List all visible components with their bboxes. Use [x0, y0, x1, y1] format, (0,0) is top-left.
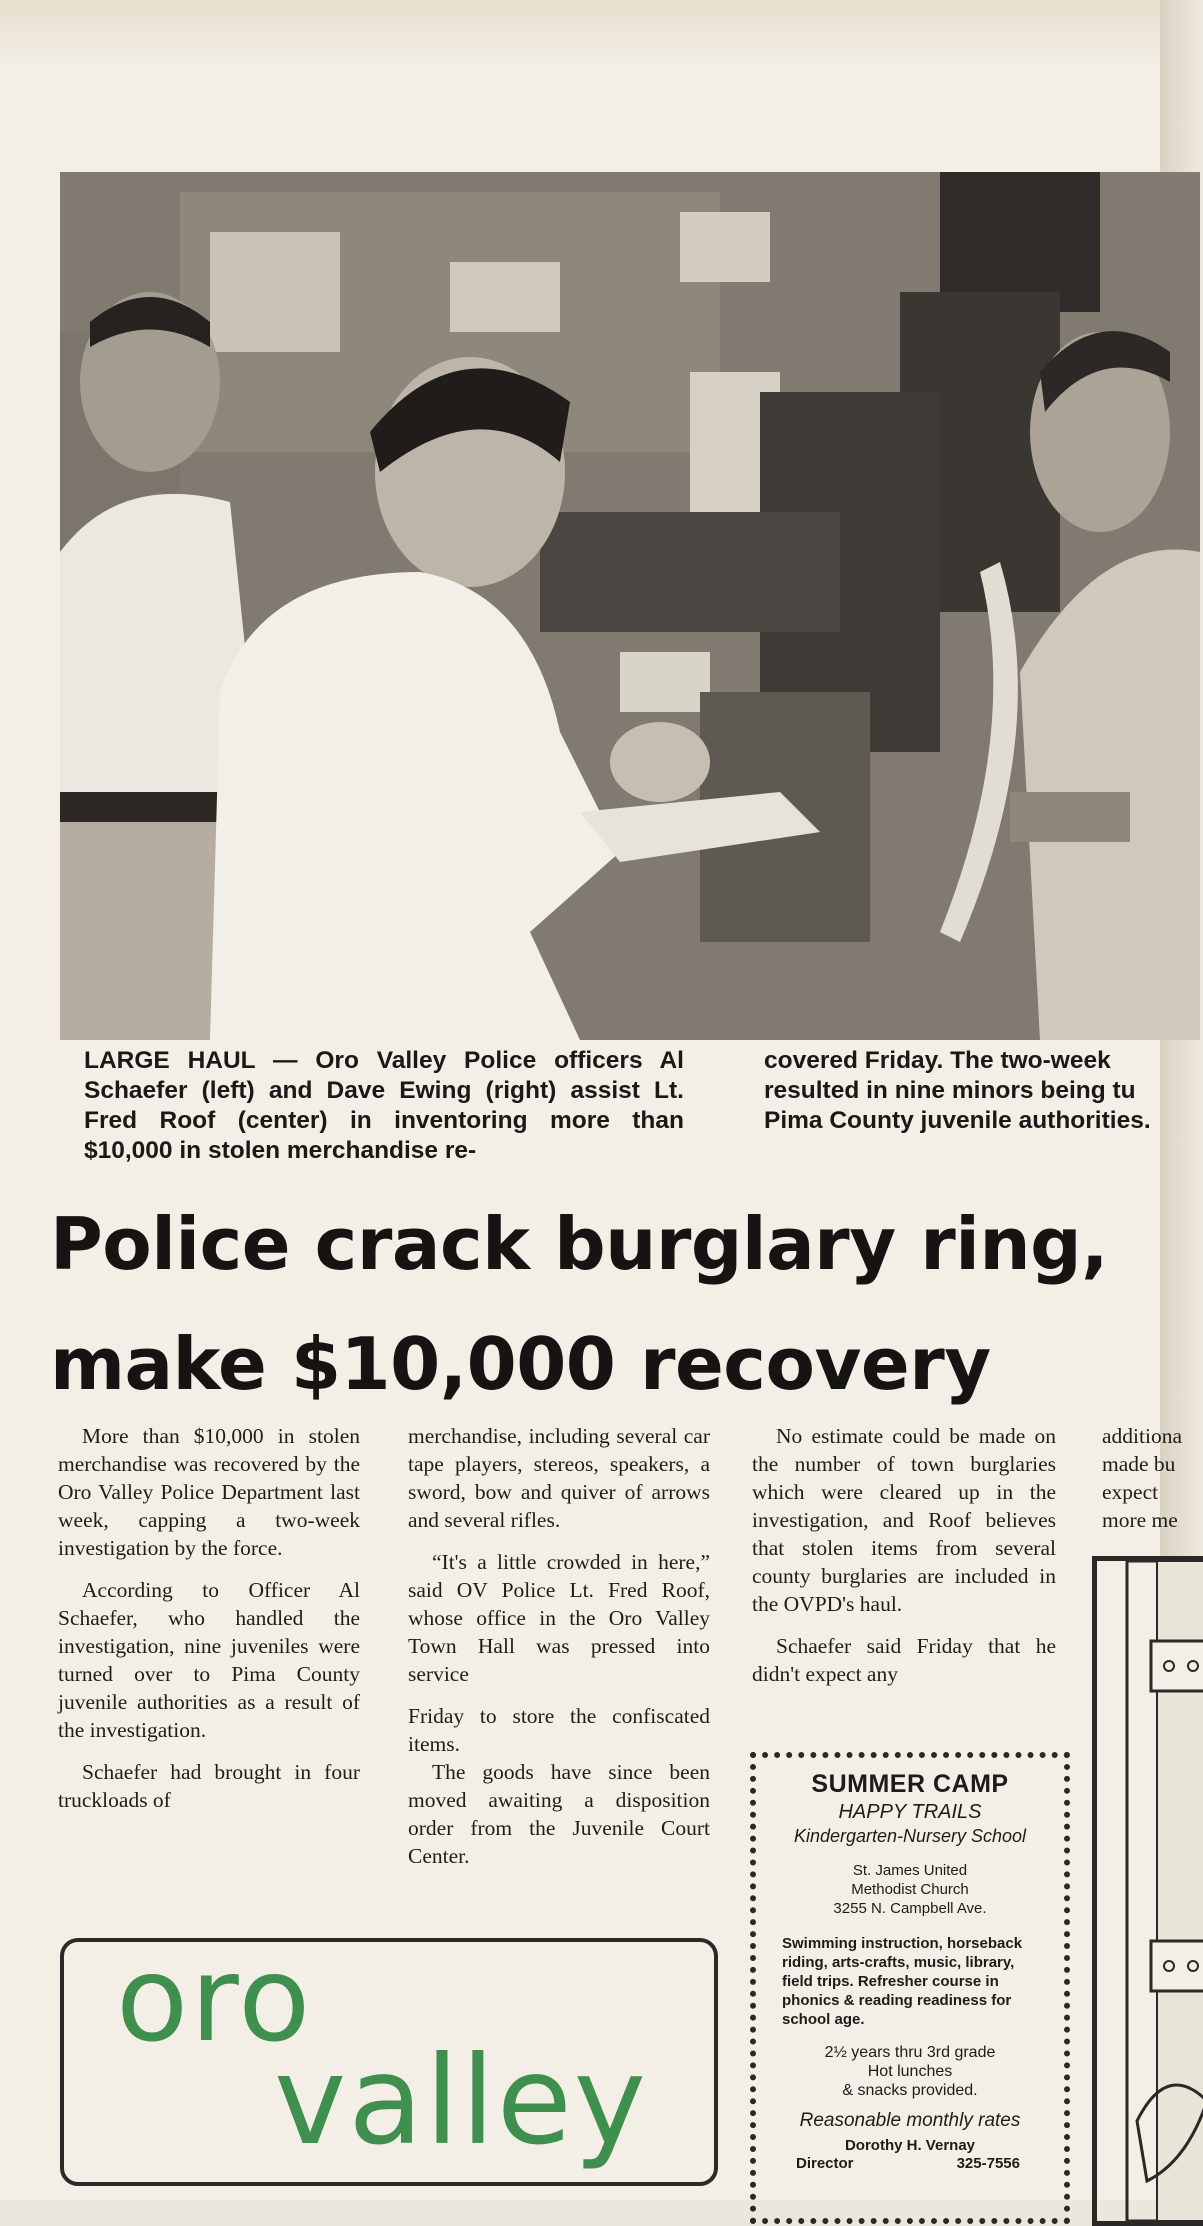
address-line: 3255 N. Campbell Ave. [833, 1900, 987, 1917]
logo-word-valley: valley [274, 2030, 649, 2172]
article-column-1 [58, 1422, 360, 1828]
clipped-ad-illustration [1092, 1556, 1203, 2226]
text-line: expect [1102, 1480, 1159, 1504]
ad-subtitle: HAPPY TRAILS [838, 1801, 982, 1823]
news-photo [60, 172, 1200, 1040]
paragraph: merchandise, including several car tape players, stereos, speakers, a sword, bow and quiver of arrows and several rifles. [408, 1424, 710, 1532]
grade-line: & snacks provided. [842, 2082, 978, 2099]
text-line: additiona [1102, 1424, 1183, 1448]
summer-camp-ad [750, 1752, 1070, 2224]
logo-word-oro: oro [116, 1930, 313, 2068]
headline-line-2: make $10,000 recovery [50, 1322, 991, 1406]
ad-school: Kindergarten-Nursery School [793, 1826, 1027, 1846]
paragraph: Schaefer said Friday that he didn't expect any [752, 1634, 1056, 1686]
paragraph: The goods have since been moved awaiting a disposition order from the Juvenile Court Center. [408, 1760, 710, 1868]
ad-director-row [756, 2155, 1064, 2172]
caption-line: Pima County juvenile authorities. [764, 1107, 1151, 1134]
headline-line-1: Police crack burglary ring, [50, 1202, 1109, 1286]
address-line: St. James United [852, 1862, 968, 1879]
paragraph: Schaefer had brought in four truckloads of [58, 1760, 360, 1812]
page-stain [0, 0, 1160, 70]
oro-valley-logo-box [60, 1930, 718, 2186]
text-line: more me [1102, 1508, 1178, 1532]
paragraph: More than $10,000 in stolen merchandise was recovered by the Oro Valley Police Department last week, capping a two-week investigation by the force. [58, 1424, 360, 1560]
paragraph: Friday to store the confiscated items. [408, 1704, 710, 1756]
grade-line: 2½ years thru 3rd grade [824, 2044, 996, 2061]
caption-line: resulted in nine minors being tu [764, 1077, 1136, 1104]
ad-activities: Swimming instruction, horseback riding, arts-crafts, music, library, field trips. Refresher course in phonics & reading readiness for school age. [782, 1935, 1023, 2028]
ad-title: SUMMER CAMP [811, 1770, 1009, 1798]
paragraph: No estimate could be made on the number of town burglaries which were cleared up in the investigation, and Roof believes that stolen items from several county burglaries are included in the OVPD's haul. [752, 1424, 1056, 1616]
ad-grades [756, 2043, 1064, 2100]
director-label: Director [796, 2155, 854, 2172]
text-line: made bu [1102, 1452, 1176, 1476]
photo-caption-continued [764, 1046, 1203, 1136]
address-line: Methodist Church [851, 1881, 969, 1898]
article-column-3 [752, 1422, 1056, 1702]
caption-line: covered Friday. The two-week [764, 1047, 1111, 1074]
phone-number: 325-7556 [956, 2155, 1020, 2172]
ad-address [756, 1861, 1064, 1918]
paragraph: “It's a little crowded in here,” said OV Police Lt. Fred Roof, whose office in the Oro Valley Town Hall was pressed into service [408, 1550, 710, 1686]
paragraph: According to Officer Al Schaefer, who handled the investigation, nine juveniles were turned over to Pima County juvenile authorities as a result of the investigation. [58, 1578, 360, 1742]
article-column-2 [408, 1422, 710, 1884]
article-column-4-clipped [1102, 1422, 1203, 1534]
grade-line: Hot lunches [867, 2063, 953, 2080]
ad-rates: Reasonable monthly rates [799, 2110, 1021, 2131]
ad-director-name: Dorothy H. Vernay [844, 2137, 976, 2154]
photo-caption: LARGE HAUL — Oro Valley Police officers Al Schaefer (left) and Dave Ewing (right) assist Lt. Fred Roof (center) in inventoring more than $10,000 in stolen merchandise re- [84, 1047, 684, 1164]
